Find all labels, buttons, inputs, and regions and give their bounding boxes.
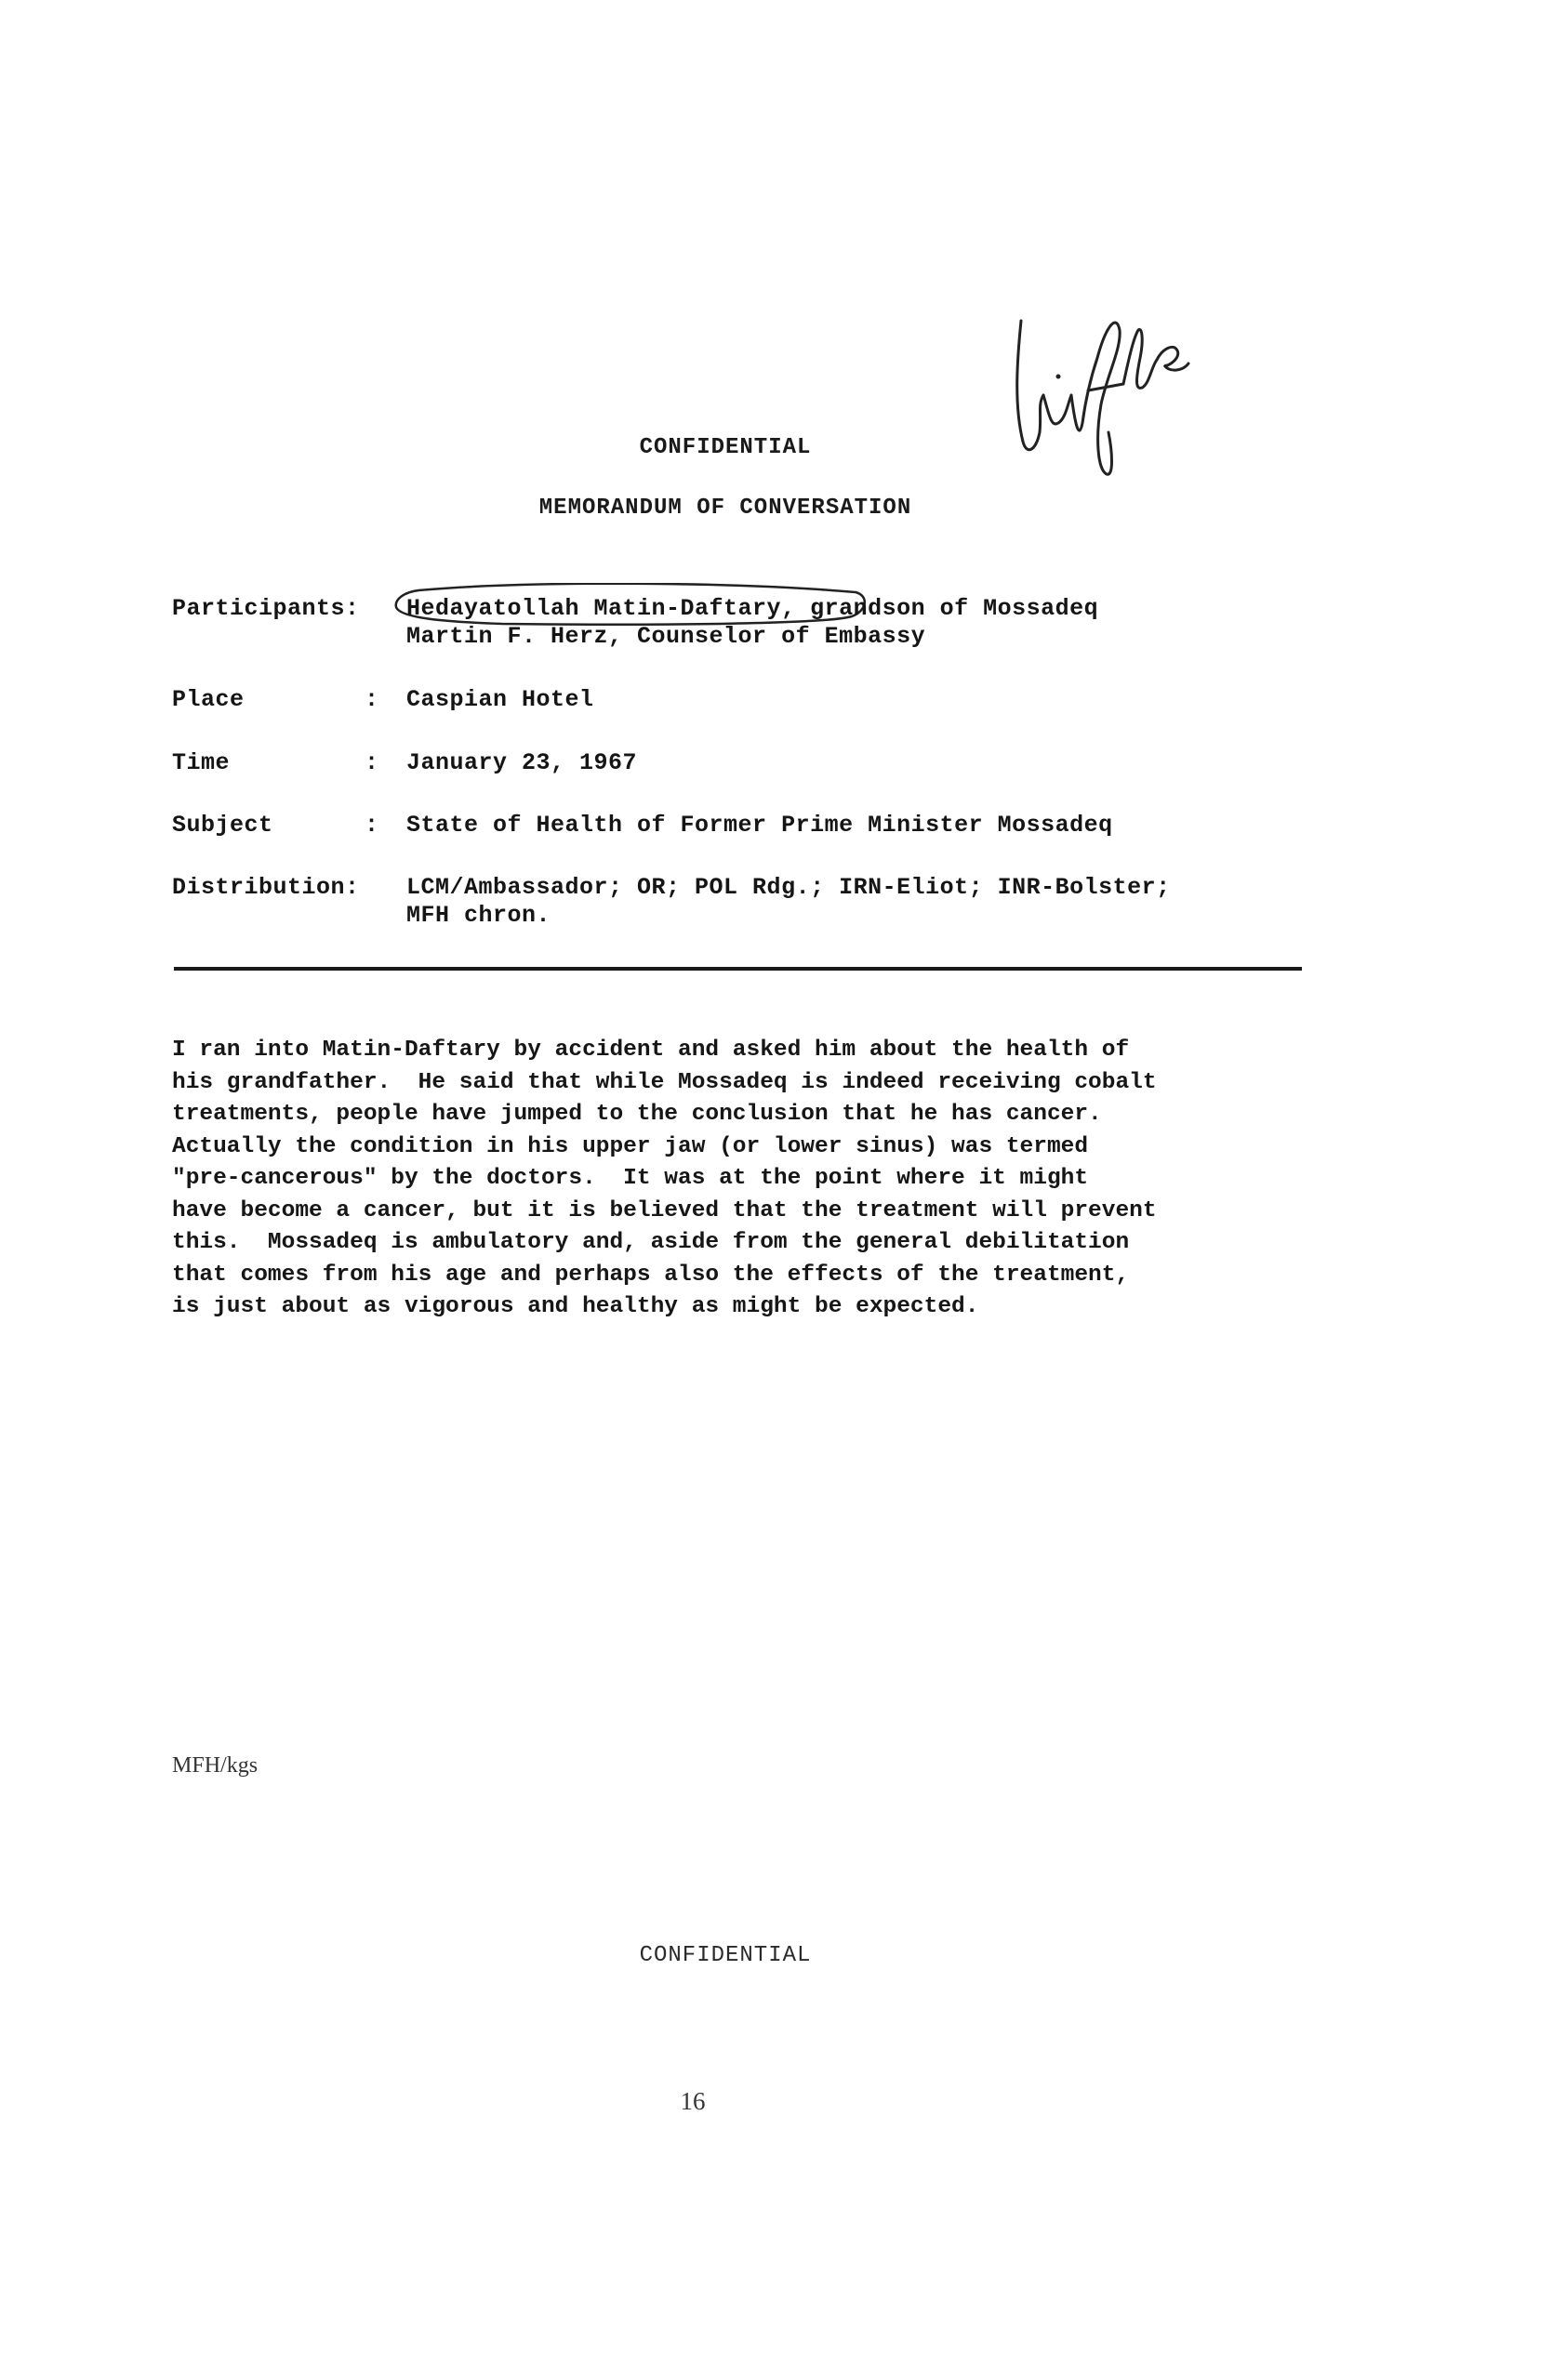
participant-2: Martin F. Herz, Counselor of Embassy (406, 623, 926, 650)
time-colon: : (365, 749, 379, 776)
distribution-label: Distribution: (172, 874, 360, 901)
horizontal-rule (174, 967, 1302, 971)
distribution-line-2: MFH chron. (406, 902, 551, 929)
time-label: Time (172, 749, 231, 776)
body-line: I ran into Matin-Daftary by accident and asked him about the health of (172, 1038, 1130, 1063)
place-value: Caspian Hotel (406, 686, 594, 713)
body-line: this. Mossadeq is ambulatory and, aside from the general debilitation (172, 1230, 1130, 1255)
body-line: that comes from his age and perhaps also the effects of the treatment, (172, 1262, 1130, 1288)
participant-1: Hedayatollah Matin-Daftary, grandson of Mossadeq (406, 595, 1099, 622)
body-line: Actually the condition in his upper jaw (or lower sinus) was termed (172, 1133, 1089, 1159)
place-colon: : (365, 686, 379, 713)
subject-value: State of Health of Former Prime Minister Mossadeq (406, 812, 1113, 839)
place-label: Place (172, 686, 245, 713)
page-number: 16 (680, 2087, 706, 2115)
body-line: is just about as vigorous and healthy as might be expected. (172, 1294, 979, 1319)
memo-body (172, 1035, 1325, 1324)
body-line: treatments, people have jumped to the conclusion that he has cancer. (172, 1102, 1102, 1127)
subject-colon: : (365, 812, 379, 839)
classification-footer: CONFIDENTIAL (639, 1943, 812, 1968)
handwritten-file-note (1004, 302, 1246, 488)
classification-header: CONFIDENTIAL (639, 435, 812, 460)
subject-label: Subject (172, 812, 273, 839)
body-line: his grandfather. He said that while Mossadeq is indeed receiving cobalt (172, 1069, 1157, 1095)
time-value: January 23, 1967 (406, 749, 638, 776)
distribution-line-1: LCM/Ambassador; OR; POL Rdg.; IRN-Eliot; INR-Bolster; (406, 874, 1171, 901)
participants-label: Participants: (172, 595, 360, 622)
body-line: "pre-cancerous" by the doctors. It was at the point where it might (172, 1166, 1089, 1191)
author-initials: MFH/kgs (172, 1753, 259, 1778)
body-line: have become a cancer, but it is believed that the treatment will prevent (172, 1197, 1157, 1223)
memo-title: MEMORANDUM OF CONVERSATION (538, 496, 912, 521)
